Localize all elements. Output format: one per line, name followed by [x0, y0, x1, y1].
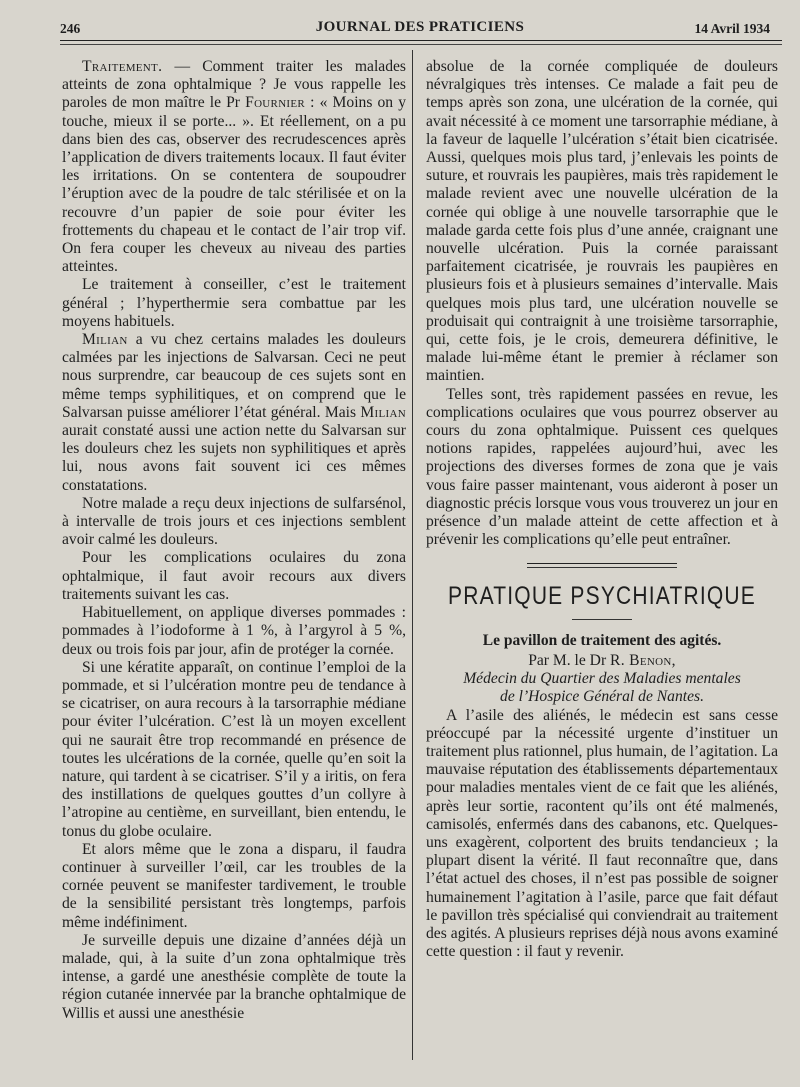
author-name: Milian	[360, 403, 406, 421]
right-column	[426, 58, 778, 961]
paragraph: Si une kératite apparaît, on continue l’emploi de la pommade, et si l’ulcération montre peu de tendance à se cicatriser, on aura recours à la tarsorraphie médiane pour éviter l’ulcération. C’est là un moyen excellent qui ne saurait être trop recommandé en présence de toutes les ulcérations de la cornée, quelle qu’en soit la nature, qui tardent à se cicatriser. S’il y a iritis, on fera des instillations de quelques gouttes d’un collyre à l’atropine au centième, en surveillant, bien entendu, le tonus du globe oculaire.	[62, 658, 406, 840]
page-number: 246	[60, 21, 81, 36]
section-title: PRATIQUE PSYCHIATRIQUE	[448, 583, 756, 611]
paragraph: Telles sont, très rapidement passées en revue, les complications oculaires que vous pourrez observer au cours du zona ophtalmique. Puissent ces quelques notions rapides, rappelées aujourd’hui, avec les projections des diverses formes de zona que je vais vous faire passer maintenant, vous aideront à poser un diagnostic précis lorsque vous vous trouverez un jour en présence d’un malade atteint de cette affection et à prévenir les complications qu’elle peut entraîner.	[426, 385, 778, 549]
paragraph: Habituellement, on applique diverses pommades : pommades à l’iodoforme à 1 %, à l’argyrol à 5 %, deux ou trois fois par jour, afin de protéger la cornée.	[62, 604, 406, 658]
text-run: — Comment traiter les malades atteints de zona ophtalmique ? Je vous rappelle les paroles de mon maître le Pr	[62, 58, 406, 112]
article-title: Le pavillon de traitement des agités.	[482, 631, 722, 649]
author-name: Milian	[82, 331, 128, 349]
paragraph: Et alors même que le zona a disparu, il faudra continuer à surveiller l’œil, car les troubles de la cornée peuvent se manifester tardivement, le trouble de la sensibilité persistant très longtemps, parfois même indéfiniment.	[62, 840, 406, 931]
journal-title: JOURNAL DES PRATICIENS	[315, 19, 525, 35]
column-divider	[412, 50, 413, 1060]
header-rule	[60, 40, 782, 41]
paragraph: Notre malade a reçu deux injections de sulfarsénol, à intervalle de trois jours et ces injections semblent avoir calmé les douleurs.	[62, 494, 406, 549]
paragraph: Je surveille depuis une dizaine d’années déjà un malade, qui, à la suite d’un zona ophtalmique très intense, a gardé une anesthésie complète de toute la région cutanée innervée par la branche ophtalmique de Willis et aussi une anesthésie	[62, 931, 406, 1022]
title-rule	[572, 619, 632, 620]
header-rule-thin	[60, 44, 782, 45]
issue-date: 14 Avril 1934	[694, 21, 770, 36]
paragraph-traitement	[62, 58, 406, 276]
paragraph: A l’asile des aliénés, le médecin est sans cesse préoccupé par la nécessité urgente d’instituer un traitement plus rationnel, plus humain, de l’agitation. La mauvaise réputation des établissements départementaux pour maladies mentales vient de ce fait que les aliénés, après leur sortie, racontent qu’ils ont été malmenés, camisolés, enfermés dans des cabanons, etc. Quelques-uns exagèrent, colportent des bruits tendancieux ; la plupart disent la vérité. Il faut reconnaître que, dans l’état actuel des choses, il n’est pas possible de soigner humainement l’agitation à l’asile, parce que fait défaut le pavillon très spécialisé qui conviendrait au traitement des agités. A plusieurs reprises déjà nous avons examiné cette question : il faut y revenir.	[426, 706, 778, 961]
paragraph: Le traitement à conseiller, c’est le traitement général ; l’hyperthermie sera combattue par les moyens habituels.	[62, 276, 406, 330]
section-lead: Traitement.	[82, 58, 163, 75]
byline	[426, 652, 778, 670]
author-name: Fournier	[245, 94, 306, 112]
text-run: a vu chez certains malades les douleurs calmées par les injections de Salvarsan. Ceci ne peut nous surprendre, car beaucoup de ces sujets sont en même temps syphilitiques, et on comprend que le Salvarsan puisse améliorer l’état général. Mais	[62, 331, 406, 421]
author-affiliation-1: Médecin du Quartier des Maladies mentales	[463, 670, 741, 688]
paragraph-milian	[62, 331, 406, 495]
author-name: R. Benon,	[610, 651, 676, 669]
text-run: aurait constaté aussi une action nette du Salvarsan sur les douleurs chez les sujets non syphilitiques et après lui, nous avons fait souvent ici ces mêmes constatations.	[62, 422, 406, 494]
paragraph: Pour les complications oculaires du zona ophtalmique, il faut avoir recours aux divers traitements suivant les cas.	[62, 549, 406, 603]
section-separator	[527, 563, 677, 568]
running-header	[60, 18, 780, 40]
text-run: : « Moins on y touche, mieux il se porte... ». Et réellement, on a pu dans bien des cas, observer des recrudescences après l’application de divers traitements locaux. Il faut éviter les irritations. On se contentera de soupoudrer l’éruption avec de la poudre de talc stérilisée et on la recouvre d’un papier de soie pour éviter les frottements du chapeau et le contact de l’air trop vif. On fera couper les cheveux au niveau des parties atteintes.	[62, 94, 407, 276]
author-affiliation-2: de l’Hospice Général de Nantes.	[500, 688, 704, 706]
paragraph-continued: absolue de la cornée compliquée de douleurs névralgiques très intenses. Ce malade a fait peu de temps après son zona, une ulcération de la cornée, qui avait nécessité à ce moment une tarsorraphie médiane, à la faveur de laquelle l’ulcération s’était bien cicatrisée. Aussi, quelques mois plus tard, j’enlevais les points de suture, et rouvrais les paupières, mais très rapidement le malade revient avec une nouvelle ulcération de la cornée qui oblige à une nouvelle tarsorraphie que le malade garda cette fois plus d’une année, craignant une nouvelle ulcération. Puis la cornée paraissant parfaitement cicatrisée, je rouvrais les paupières en plusieurs fois et à plusieurs semaines d’intervalle. Mais quelques mois plus tard, une ulcération nouvelle se produisait qui contraignit à une troisième tarsorraphie, qui, cette fois, je le crois, demeurera définitive, le malade lui-même étant le premier à réclamer son maintien.	[426, 58, 778, 385]
byline-prefix: Par M. le Dr	[528, 651, 611, 669]
left-column	[62, 58, 406, 1023]
